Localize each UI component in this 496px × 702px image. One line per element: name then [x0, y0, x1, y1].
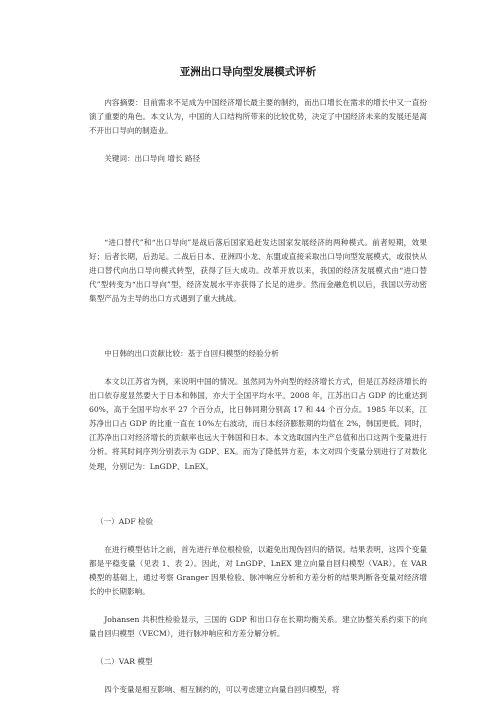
section-heading: 中日韩的出口贡献比较：基于自回归模型的经验分析	[104, 349, 279, 358]
abstract-paragraph: 内容摘要：目前需求不足成为中国经济增长最主要的制约，而出口增长在需求的增长中又一直扮演了重要的角色。本文认为，中国的人口结构所带来的比较优势，决定了中国经济未来的发展还是离不开出口导向的制造业。	[89, 98, 427, 136]
subsection-heading-adf: （一）ADF 检验	[96, 517, 154, 526]
johansen-paragraph: Johansen 共积性检验显示，三国的 GDP 和出口存在长期均衡关系。建立协整关系约束下的向量自回归模型（VECM），进行脉冲响应和方差分解分析。	[89, 615, 427, 639]
intro-paragraph: “进口替代”和“出口导向”是战后落后国家追赶发达国家发展经济的两种模式。前者短期，效果好；后者长期，后劲足。二战后日本、亚洲四小龙、东盟或直接采取出口导向型发展模式，或很快从进口替代向出口导向模式转型，获得了巨大成功。改革开放以来，我国的经济发展模式由“进口替代”型转变为“出口导向”型，经济发展水平亦获得了长足的进步。然而金融危机以后，我国以劳动密集型产品为主导的出口方式遇到了重大挑战。	[89, 238, 427, 304]
subsection-heading-var: （二）VAR 模型	[96, 657, 153, 666]
section-paragraph: 本文以江苏省为例，来说明中国的情况。虽然同为外向型的经济增长方式，但是江苏经济增长的出口依存度显然要大于日本和韩国，亦大于全国平均水平。2008 年，江苏出口占 GDP 的比重达到 60%，高于全国平均水平 27 个百分点，比日韩同期分别高 17 和 44 个百分点。1985 年以来，江苏净出口占 GDP 的比重一直在 10%左右波动，而日本经济膨胀期的均值在 2%，韩国更低。同时，江苏净出口对经济增长的贡献率也远大于韩国和日本。本文选取国内生产总值和出口这两个变量进行分析。将其时间序列分别表示为 GDP、EX。而为了降低异方差，本文对四个变量分别进行了对数化处理，分别记为：LnGDP、LnEX。	[89, 377, 427, 471]
adf-paragraph: 在进行模型估计之前，首先进行单位根检验，以避免出现伪回归的错误。结果表明，这四个变量都是平稳变量（见表 1、表 2）。因此，对 LnGDP、LnEX 建立向量自回归模型（VAR）。在 VAR 模型的基础上，通过考察 Granger 因果检验、脉冲响应分析和方差分析的结果判断各变量对经济增长的中长期影响。	[89, 545, 427, 597]
document-title: 亚洲出口导向型发展模式评析	[179, 66, 317, 78]
var-paragraph: 四个变量是相互影响、相互制约的，可以考虑建立向量自回归模型，将	[104, 685, 340, 694]
keywords-line: 关键词：出口导向 增长 路径	[104, 154, 201, 163]
